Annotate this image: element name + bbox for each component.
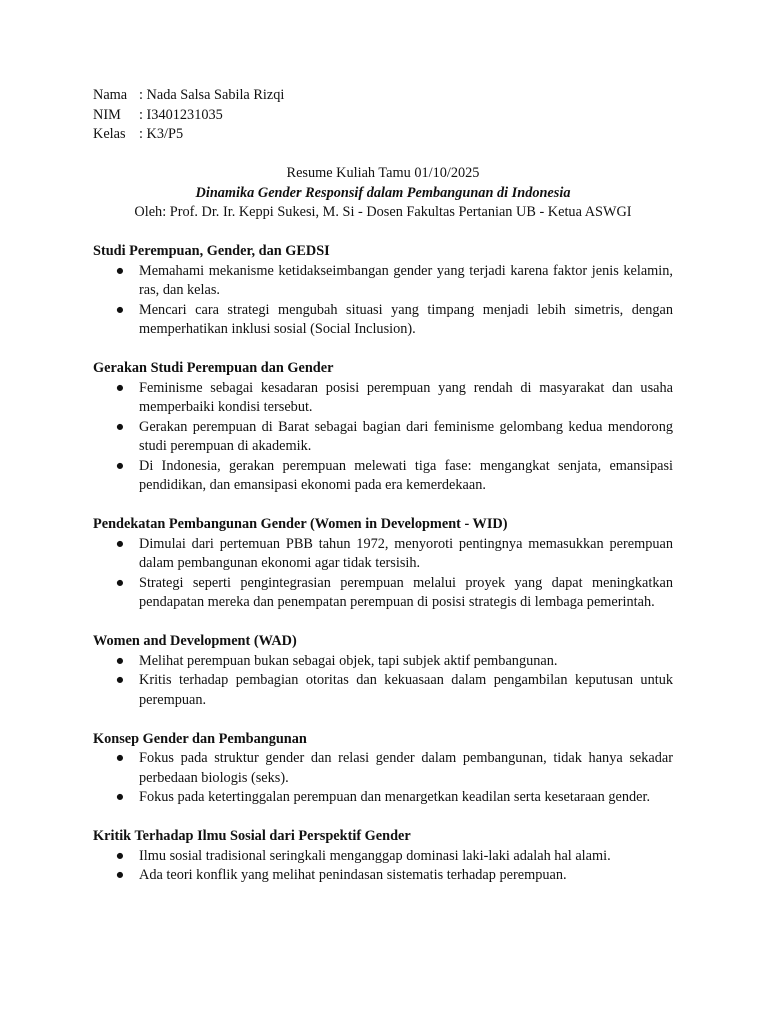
bullet-list [93, 749, 673, 808]
bullet-icon: ● [115, 535, 125, 552]
section-title: Pendekatan Pembangunan Gender (Women in Development - WID) [93, 516, 508, 532]
bullet-text: Ada teori konflik yang melihat penindasan sistematis terhadap perempuan. [139, 867, 567, 883]
bullet-text: Kritis terhadap pembagian otoritas dan kekuasaan dalam pengambilan keputusan untuk perempuan. [139, 672, 673, 708]
bullet-text: Dimulai dari pertemuan PBB tahun 1972, menyoroti pentingnya memasukkan perempuan dalam pembangunan ekonomi agar tidak tersisih. [139, 535, 673, 571]
bullet-icon: ● [115, 457, 125, 474]
document-content [93, 86, 673, 886]
section [93, 827, 673, 886]
bullet-icon: ● [115, 750, 125, 766]
bullet-text: Memahami mekanisme ketidakseimbangan gender yang terjadi karena faktor jenis kelamin, ras, dan kelas. [139, 262, 673, 298]
section-title: Studi Perempuan, Gender, dan GEDSI [93, 243, 330, 259]
bullet-icon: ● [115, 789, 125, 805]
section [93, 359, 673, 496]
section-title: Konsep Gender dan Pembangunan [93, 730, 307, 747]
bullet-list [93, 847, 673, 886]
bullet-text: Di Indonesia, gerakan perempuan melewati tiga fase: mengangkat senjata, emansipasi pendidikan, dan emansipasi ekonomi pada era kemerdekaan. [139, 457, 673, 493]
identity-row-nim [93, 106, 673, 126]
list-item [93, 535, 673, 574]
section [93, 632, 673, 710]
list-item [93, 418, 673, 457]
bullet-text: Feminisme sebagai kesadaran posisi perempuan yang rendah di masyarakat dan usaha memperbaiki kondisi tersebut. [139, 379, 673, 415]
student-identity [93, 86, 673, 145]
identity-value: : I3401231035 [139, 106, 223, 123]
bullet-icon: ● [115, 672, 125, 688]
speaker-line: Oleh: Prof. Dr. Ir. Keppi Sukesi, M. Si - Dosen Fakultas Pertanian UB - Ketua ASWGI [134, 204, 632, 220]
bullet-text: Mencari cara strategi mengubah situasi yang timpang menjadi lebih simetris, dengan memperhatikan inklusi sosial (Social Inclusion). [139, 301, 673, 337]
bullet-icon: ● [115, 418, 125, 435]
list-item [93, 671, 673, 710]
list-item [93, 652, 673, 672]
list-item [93, 574, 673, 613]
section [93, 730, 673, 808]
section-title: Women and Development (WAD) [93, 633, 297, 649]
bullet-icon: ● [115, 652, 125, 669]
bullet-list [93, 379, 673, 496]
section [93, 242, 673, 340]
sections-container [93, 242, 673, 886]
section-title: Gerakan Studi Perempuan dan Gender [93, 360, 334, 376]
identity-label: Nama [93, 87, 128, 103]
list-item [93, 301, 673, 340]
section-title: Kritik Terhadap Ilmu Sosial dari Perspektif Gender [93, 828, 411, 844]
document-heading [93, 164, 673, 223]
list-item [93, 262, 673, 301]
bullet-list [93, 535, 673, 613]
bullet-icon: ● [115, 574, 125, 591]
list-item [93, 788, 673, 808]
identity-label: NIM [93, 106, 121, 123]
bullet-text: Gerakan perempuan di Barat sebagai bagian dari feminisme gelombang kedua mendorong studi perempuan di akademik. [139, 418, 673, 454]
bullet-list [93, 652, 673, 711]
list-item [93, 847, 673, 867]
identity-label: Kelas [93, 126, 126, 142]
list-item [93, 457, 673, 496]
list-item [93, 749, 673, 788]
identity-row-class [93, 125, 673, 145]
bullet-icon: ● [115, 262, 125, 279]
bullet-text: Ilmu sosial tradisional seringkali menganggap dominasi laki-laki adalah hal alami. [139, 847, 611, 864]
identity-value: : K3/P5 [139, 126, 184, 142]
bullet-text: Fokus pada struktur gender dan relasi gender dalam pembangunan, tidak hanya sekadar perbedaan biologis (seks). [139, 750, 673, 786]
bullet-text: Melihat perempuan bukan sebagai objek, tapi subjek aktif pembangunan. [139, 652, 558, 669]
list-item [93, 379, 673, 418]
bullet-icon: ● [115, 847, 125, 864]
bullet-text: Strategi seperti pengintegrasian perempuan melalui proyek yang dapat meningkatkan pendapatan mereka dan penempatan perempuan di posisi strategis di lembaga pemerintah. [139, 574, 673, 610]
bullet-icon: ● [115, 379, 125, 396]
list-item [93, 866, 673, 886]
bullet-text: Fokus pada ketertinggalan perempuan dan menargetkan keadilan serta kesetaraan gender. [139, 789, 651, 805]
document-title: Resume Kuliah Tamu 01/10/2025 [286, 165, 480, 181]
section [93, 515, 673, 613]
bullet-list [93, 262, 673, 340]
identity-row-name [93, 86, 673, 106]
identity-value: : Nada Salsa Sabila Rizqi [139, 87, 285, 103]
document-subtitle: Dinamika Gender Responsif dalam Pembangunan di Indonesia [195, 184, 571, 201]
bullet-icon: ● [115, 301, 125, 318]
bullet-icon: ● [115, 867, 125, 883]
